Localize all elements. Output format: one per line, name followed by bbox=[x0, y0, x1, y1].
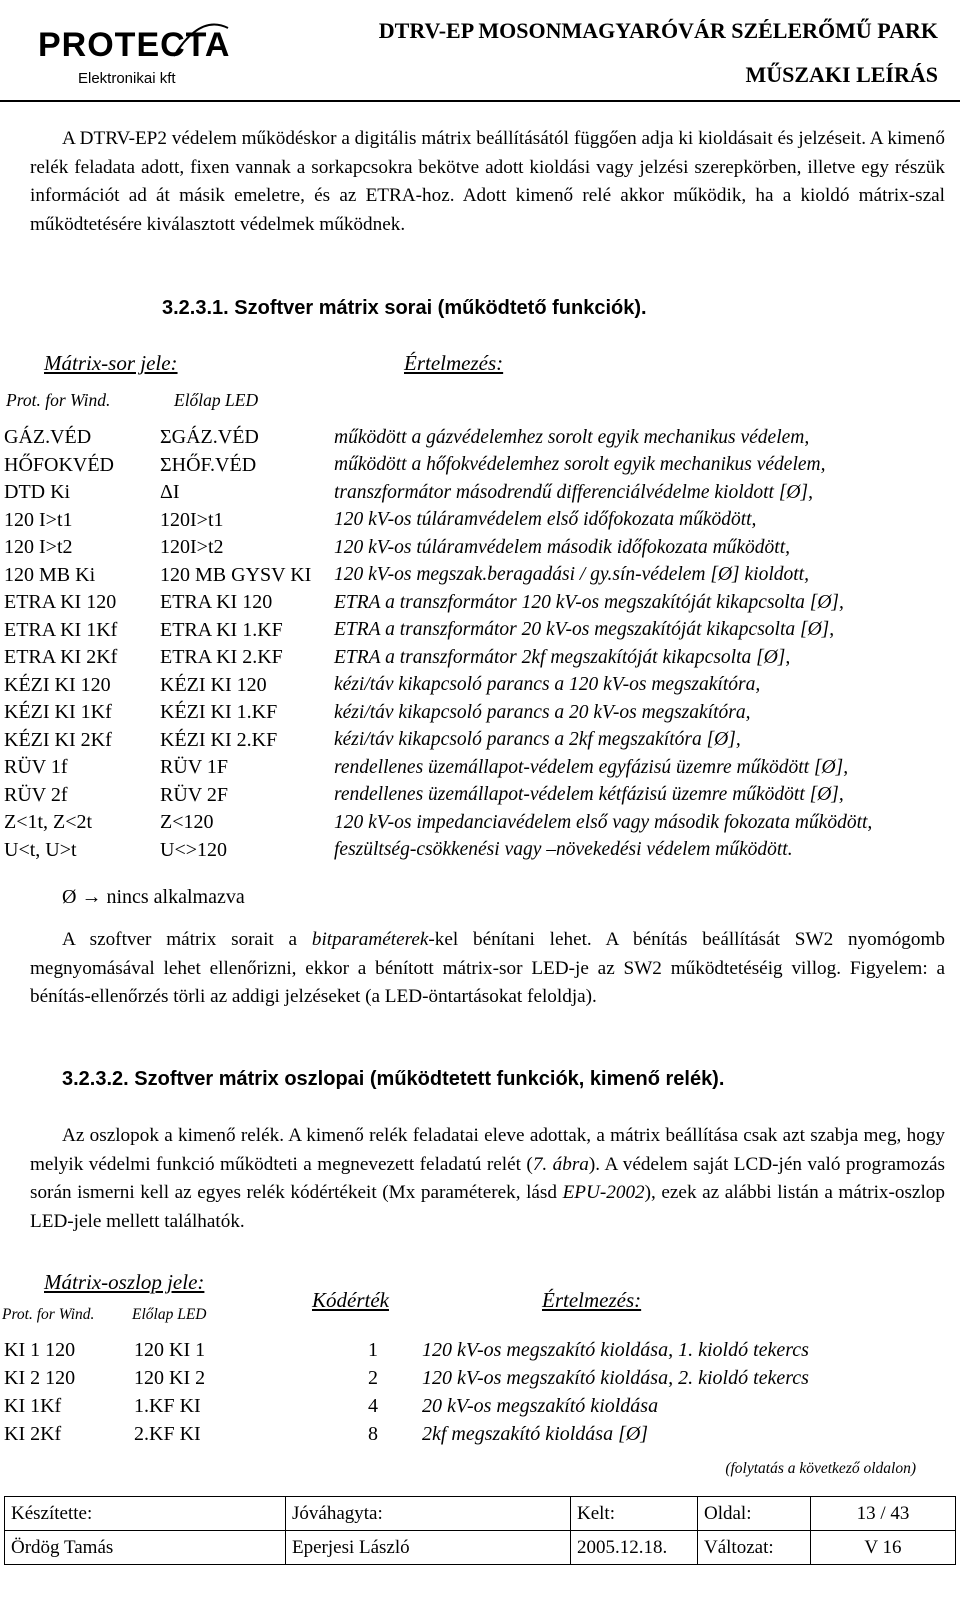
matrix-row bbox=[4, 617, 872, 645]
matrix-row bbox=[4, 424, 872, 452]
prot-subheader-2: Prot. for Wind. bbox=[2, 1306, 95, 1323]
output-row bbox=[4, 1392, 809, 1420]
matrix-row bbox=[4, 562, 872, 590]
approved-label: Jóváhagyta: bbox=[286, 1497, 571, 1531]
code-value: 4 bbox=[368, 1394, 378, 1417]
matrix-row bbox=[4, 479, 872, 507]
meaning: ETRA a transzformátor 120 kV-os megszakítóját kikapcsolta [Ø], bbox=[334, 591, 844, 613]
led-code: 120I>t1 bbox=[160, 508, 224, 531]
matrix-row bbox=[4, 644, 872, 672]
bitparams-term: bitparaméterek bbox=[311, 929, 429, 950]
prot-code: 120 I>t1 bbox=[4, 508, 73, 531]
date-label: Kelt: bbox=[571, 1497, 698, 1531]
code-value: 1 bbox=[368, 1338, 378, 1361]
matrix-row bbox=[4, 699, 872, 727]
page-value: 13 / 43 bbox=[811, 1497, 956, 1531]
matrix-row bbox=[4, 727, 872, 755]
matrix-row-column-header: Mátrix-sor jele: bbox=[44, 351, 178, 375]
logo-text: PROTECTA bbox=[38, 26, 231, 64]
prot-code: RÜV 2f bbox=[4, 783, 68, 806]
led-subheader: Előlap LED bbox=[174, 390, 259, 410]
approver-name: Eperjesi László bbox=[286, 1531, 571, 1565]
prot-code: 120 I>t2 bbox=[4, 536, 73, 559]
continued-note: (folytatás a következő oldalon) bbox=[725, 1460, 916, 1477]
meaning: kézi/táv kikapcsoló parancs a 2kf megszakítóra [Ø], bbox=[334, 729, 741, 751]
matrix-row bbox=[4, 452, 872, 480]
matrix-row bbox=[4, 809, 872, 837]
section-heading-matrix-columns: 3.2.3.2. Szoftver mátrix oszlopai (működtetett funkciók, kimenő relék). bbox=[62, 1068, 725, 1090]
led-code: KÉZI KI 120 bbox=[160, 673, 267, 696]
document-subtitle: MŰSZAKI LEÍRÁS bbox=[745, 62, 938, 87]
matrix-row bbox=[4, 782, 872, 810]
document-title: DTRV-EP MOSONMAGYARÓVÁR SZÉLERŐMŰ PARK bbox=[378, 18, 938, 43]
company-logo bbox=[30, 18, 231, 87]
prot-code: KI 1 120 bbox=[4, 1338, 76, 1361]
led-code: 120 KI 1 bbox=[134, 1338, 206, 1361]
columns-text-1: Az oszlopok a kimenő relék. A kimenő relék feladatai eleve adottak, a mátrix beállítása csak azt szabja meg, hogy melyik védelmi funkció működteti a megnevezett feladatú relét ( bbox=[30, 1125, 945, 1175]
meaning: kézi/táv kikapcsoló parancs a 120 kV-os megszakítóra, bbox=[334, 674, 761, 696]
disable-text-2: -kel bénítani lehet. A bénítás beállítását SW2 nyomógomb megnyomásával lehet ellenőrizni, ekkor a bénított mátrix-sor LED-je az SW2 működtetéséig villog. Figyelem: a bénítás-ellenőrzés törli az addigi jelzéseket (a LED-öntartásokat feloldja). bbox=[30, 929, 945, 1007]
matrix-row bbox=[4, 507, 872, 535]
footer-table bbox=[4, 1496, 956, 1565]
disable-text-1: A szoftver mátrix sorait a bbox=[62, 929, 312, 950]
prot-code: KÉZI KI 1Kf bbox=[4, 701, 112, 724]
meaning: 20 kV-os megszakító kioldása bbox=[422, 1394, 659, 1417]
led-code: 2.KF KI bbox=[134, 1422, 201, 1445]
meaning: 120 kV-os túláramvédelem első időfokozata működött, bbox=[334, 509, 757, 531]
matrix-rows-table bbox=[4, 424, 872, 864]
matrix-row bbox=[4, 837, 872, 865]
header-divider bbox=[0, 100, 960, 102]
prepared-label: Készítette: bbox=[5, 1497, 286, 1531]
code-value: 8 bbox=[368, 1422, 378, 1445]
logo-subtitle: Elektronikai kft bbox=[78, 70, 176, 87]
prot-code: RÜV 1f bbox=[4, 756, 68, 779]
date-value: 2005.12.18. bbox=[571, 1531, 698, 1565]
columns-text-3: ), ezek az alábbi listán a mátrix-oszlop LED-jele mellett találhatók. bbox=[30, 1182, 945, 1232]
author-name: Ördög Tamás bbox=[5, 1531, 286, 1565]
meaning: 120 kV-os megszakító kioldása, 1. kioldó tekercs bbox=[422, 1338, 809, 1361]
led-code: 1.KF KI bbox=[134, 1394, 201, 1417]
meaning: feszültség-csökkenési vagy –növekedési védelem működött. bbox=[334, 839, 793, 861]
doc-ref: EPU-2002 bbox=[562, 1182, 645, 1203]
matrix-column-column-header: Mátrix-oszlop jele: bbox=[44, 1270, 205, 1294]
code-column-header: Kódérték bbox=[312, 1288, 389, 1312]
led-code: ΣHŐF.VÉD bbox=[160, 453, 257, 476]
led-code: ETRA KI 120 bbox=[160, 591, 273, 614]
led-code: ETRA KI 1.KF bbox=[160, 618, 283, 641]
prot-code: ETRA KI 2Kf bbox=[4, 646, 118, 669]
columns-paragraph bbox=[30, 1122, 945, 1236]
prot-code: Z<1t, Z<2t bbox=[4, 811, 93, 834]
prot-code: U<t, U>t bbox=[4, 838, 77, 861]
led-subheader-2: Előlap LED bbox=[132, 1306, 207, 1323]
code-value: 2 bbox=[368, 1366, 378, 1389]
prot-code: ETRA KI 120 bbox=[4, 591, 117, 614]
matrix-row bbox=[4, 589, 872, 617]
meaning: 2kf megszakító kioldása [Ø] bbox=[422, 1422, 649, 1445]
led-code: 120I>t2 bbox=[160, 536, 224, 559]
meaning: 120 kV-os túláramvédelem második időfokozata működött, bbox=[334, 536, 791, 558]
led-code: 120 MB GYSV KI bbox=[160, 563, 312, 586]
page-label: Oldal: bbox=[698, 1497, 811, 1531]
prot-code: DTD Ki bbox=[4, 481, 71, 504]
matrix-row bbox=[4, 534, 872, 562]
led-code: ETRA KI 2.KF bbox=[160, 646, 283, 669]
logo-swoosh-icon bbox=[170, 20, 230, 60]
prot-code: KI 1Kf bbox=[4, 1394, 62, 1417]
led-code: RÜV 2F bbox=[160, 783, 228, 806]
meaning: rendellenes üzemállapot-védelem kétfázisú üzemre működött [Ø], bbox=[334, 784, 844, 806]
led-code: ΣGÁZ.VÉD bbox=[160, 426, 259, 449]
led-code: 120 KI 2 bbox=[134, 1366, 206, 1389]
meaning: 120 kV-os megszak.beragadási / gy.sín-védelem [Ø] kioldott, bbox=[334, 564, 809, 586]
meaning: transzformátor másodrendű differenciálvédelme kioldott [Ø], bbox=[334, 481, 813, 503]
disable-paragraph bbox=[30, 926, 945, 1012]
meaning: 120 kV-os impedanciavédelem első vagy második fokozata működött, bbox=[334, 811, 873, 833]
matrix-row bbox=[4, 672, 872, 700]
led-code: KÉZI KI 2.KF bbox=[160, 728, 278, 751]
matrix-row bbox=[4, 754, 872, 782]
meaning: működött a hőfokvédelemhez sorolt egyik mechanikus védelem, bbox=[334, 454, 826, 476]
output-row bbox=[4, 1364, 809, 1392]
meaning: 120 kV-os megszakító kioldása, 2. kioldó tekercs bbox=[422, 1366, 809, 1389]
led-code: U<>120 bbox=[160, 838, 228, 861]
section-heading-matrix-rows: 3.2.3.1. Szoftver mátrix sorai (működtető funkciók). bbox=[162, 297, 647, 319]
matrix-columns-table bbox=[4, 1336, 809, 1448]
figure-ref: 7. ábra bbox=[532, 1153, 589, 1175]
meaning: rendellenes üzemállapot-védelem egyfázisú üzemre működött [Ø], bbox=[334, 756, 849, 778]
intro-paragraph bbox=[30, 125, 945, 239]
version-value: V 16 bbox=[811, 1531, 956, 1565]
prot-code: 120 MB Ki bbox=[4, 563, 96, 586]
prot-code: KÉZI KI 120 bbox=[4, 673, 111, 696]
meaning: működött a gázvédelemhez sorolt egyik mechanikus védelem, bbox=[334, 426, 810, 448]
prot-code: KI 2 120 bbox=[4, 1366, 76, 1389]
not-applied-note: Ø → nincs alkalmazva bbox=[62, 886, 245, 908]
columns-text-2: ). A védelem saját LCD-jén való programozás során ismerni kell az egyes relék kódértékeit (Mx paraméterek, lásd bbox=[30, 1153, 945, 1203]
output-row bbox=[4, 1336, 809, 1364]
meaning: ETRA a transzformátor 2kf megszakítóját kikapcsolta [Ø], bbox=[334, 646, 791, 668]
meaning: ETRA a transzformátor 20 kV-os megszakítóját kikapcsolta [Ø], bbox=[334, 619, 835, 641]
meaning-column-header: Értelmezés: bbox=[404, 351, 504, 375]
prot-code: KÉZI KI 2Kf bbox=[4, 728, 112, 751]
prot-code: ETRA KI 1Kf bbox=[4, 618, 118, 641]
led-code: Z<120 bbox=[160, 811, 214, 834]
led-code: KÉZI KI 1.KF bbox=[160, 701, 278, 724]
prot-code: GÁZ.VÉD bbox=[4, 426, 92, 449]
prot-code: HŐFOKVÉD bbox=[4, 453, 114, 476]
meaning-column-header-2: Értelmezés: bbox=[542, 1288, 642, 1312]
output-row bbox=[4, 1420, 809, 1448]
prot-code: KI 2Kf bbox=[4, 1422, 62, 1445]
version-label: Változat: bbox=[698, 1531, 811, 1565]
prot-subheader: Prot. for Wind. bbox=[6, 390, 111, 410]
meaning: kézi/táv kikapcsoló parancs a 20 kV-os megszakítóra, bbox=[334, 701, 751, 723]
led-code: ΔI bbox=[160, 481, 180, 504]
led-code: RÜV 1F bbox=[160, 756, 228, 779]
intro-text: A DTRV-EP2 védelem működéskor a digitális mátrix beállításától függően adja ki kioldásait és jelzéseit. A kimenő relék feladata adott, fixen vannak a sorkapcsokra bekötve adott kioldási vagy jelzési szerepkörben, illetve egy részük információt ad át másik emeletre, és az ETRA-hoz. Adott kimenő relé akkor működik, ha a kioldó mátrix-szal működtetésére kiválasztott védelmek működnek. bbox=[30, 128, 945, 235]
